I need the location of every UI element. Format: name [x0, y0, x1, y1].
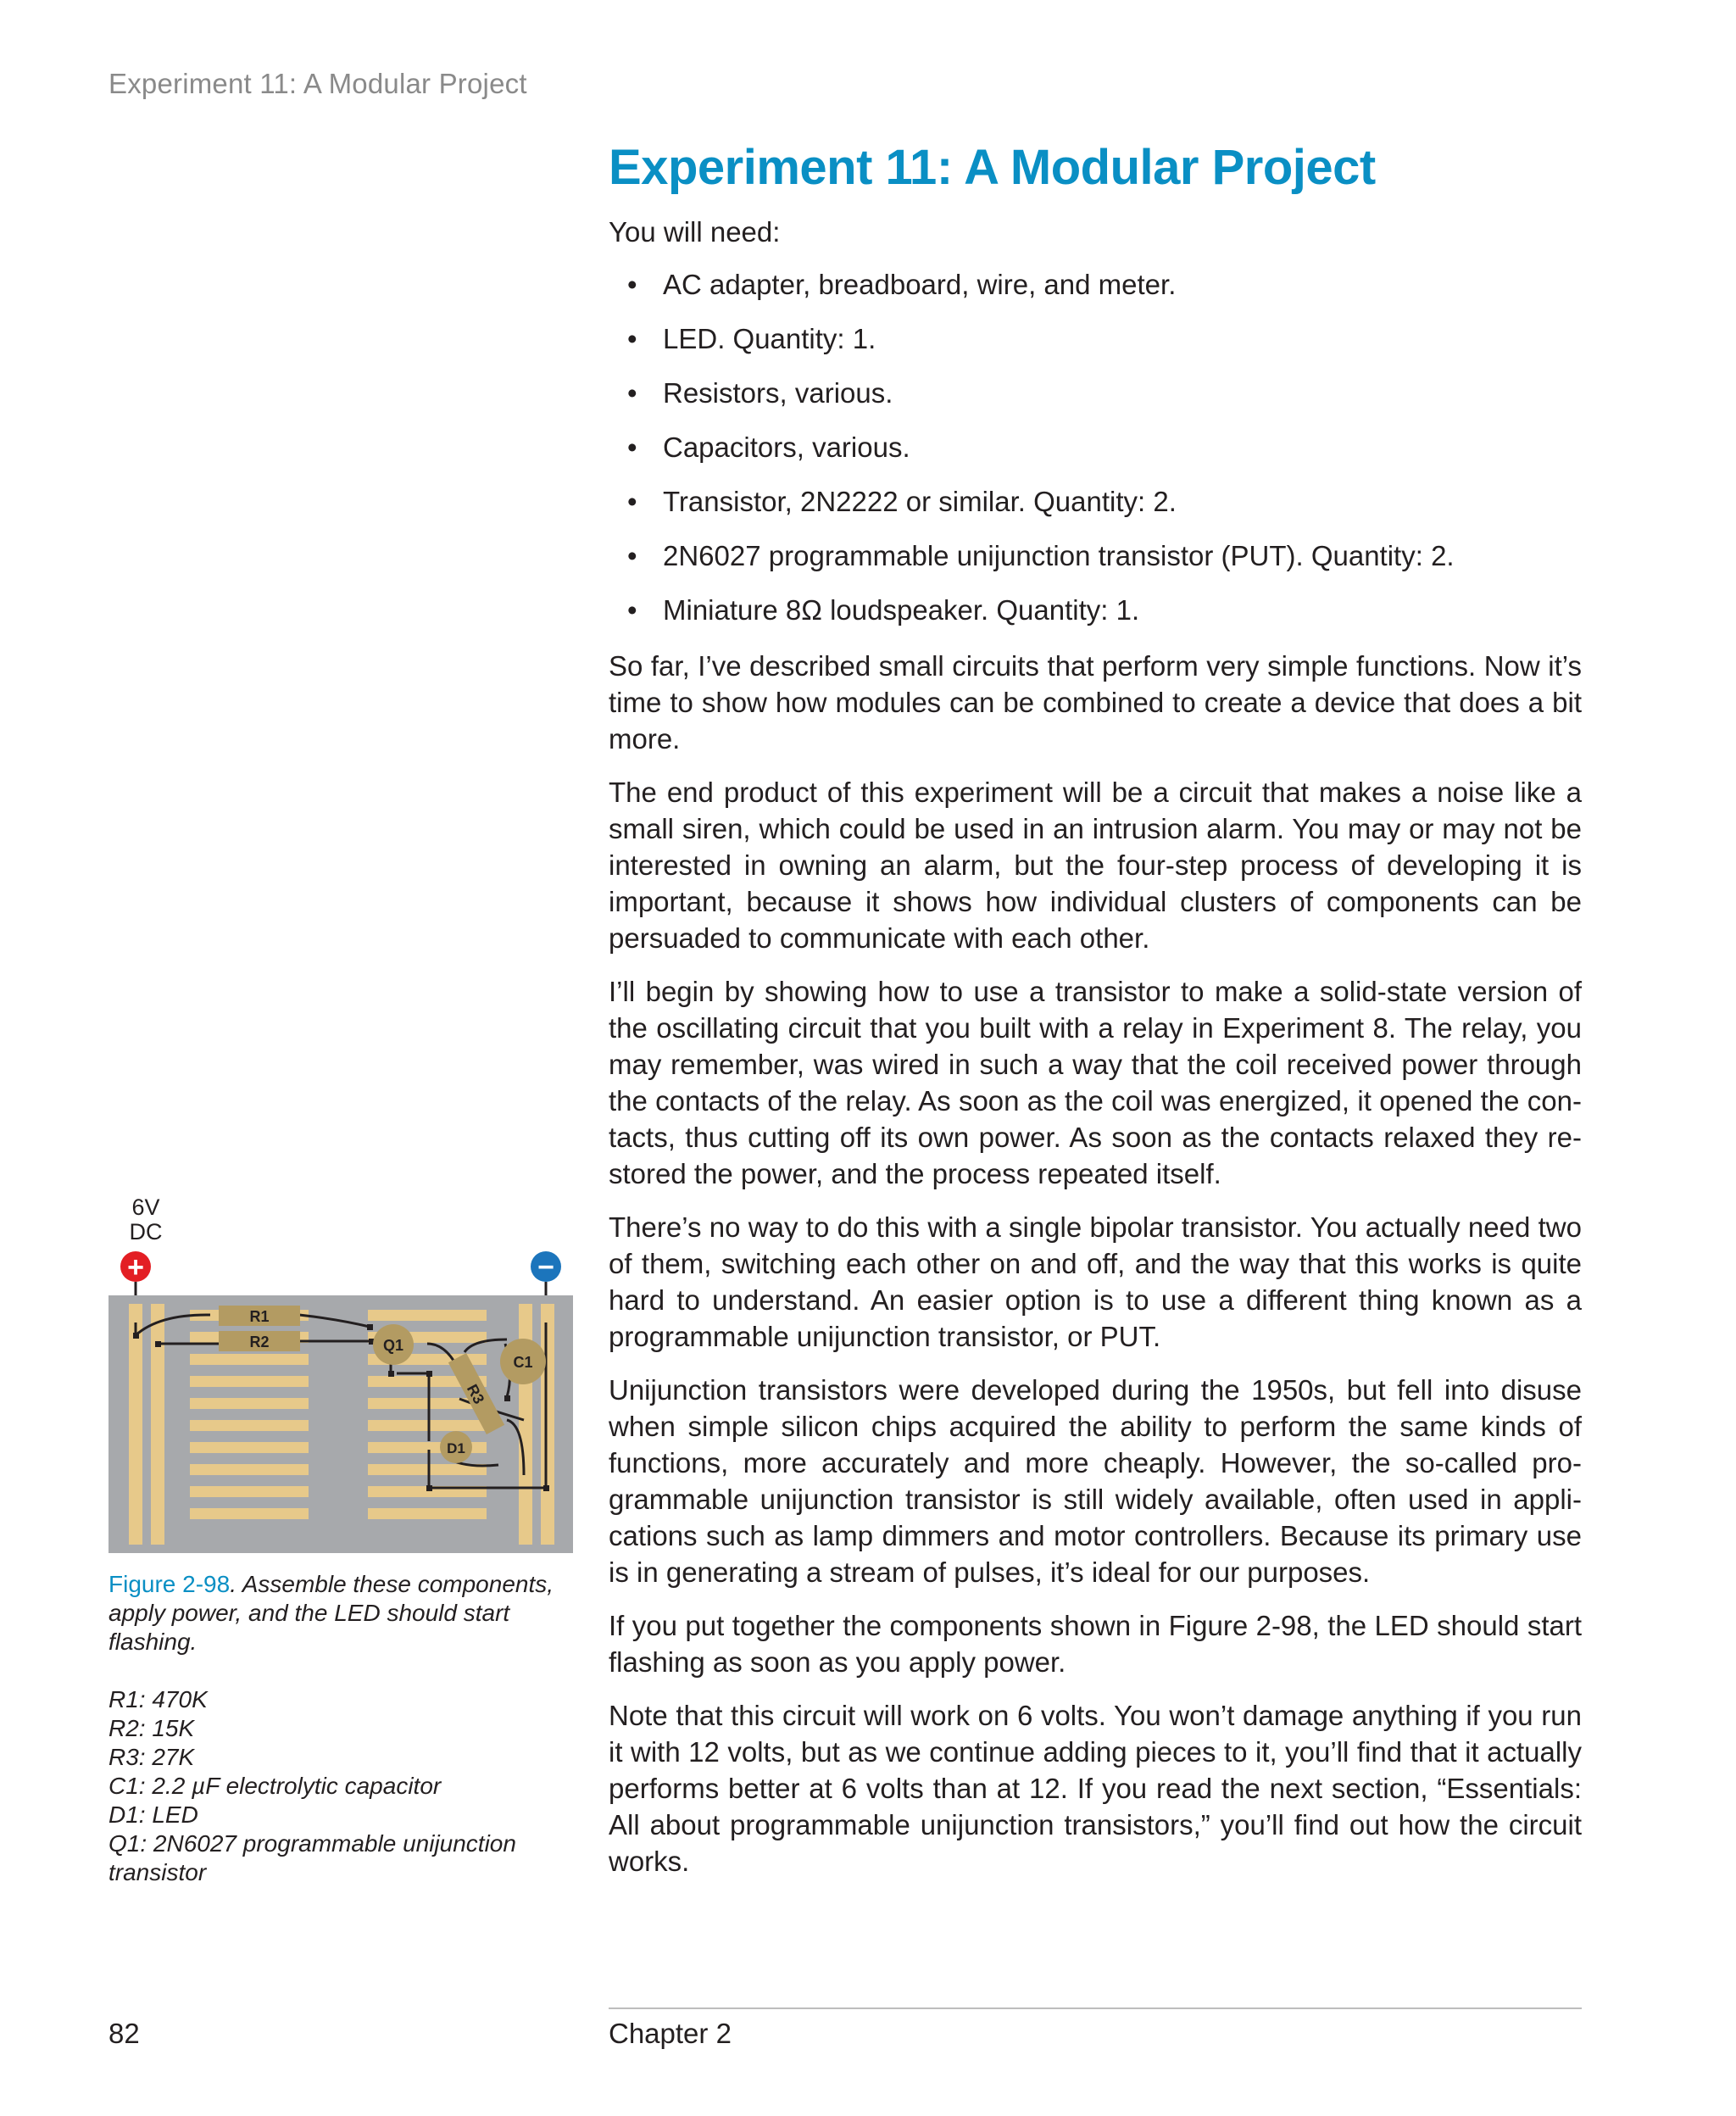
- bullet-icon: •: [627, 486, 637, 517]
- svg-text:R1: R1: [249, 1308, 270, 1325]
- list-item: • Capacitors, various.: [627, 432, 910, 463]
- footer-divider: [609, 2007, 1582, 2009]
- list-item: R3: 27K: [108, 1744, 195, 1770]
- page-number: 82: [108, 2018, 140, 2049]
- svg-text:−: −: [537, 1251, 554, 1284]
- running-header: Experiment 11: A Modular Project: [108, 68, 527, 99]
- breadboard-diagram: [108, 1195, 573, 1560]
- resistor-r1: [219, 1306, 300, 1326]
- minus-terminal-icon: [531, 1251, 561, 1284]
- plus-terminal-icon: [120, 1251, 151, 1284]
- list-item: • Miniature 8Ω loudspeaker. Quantity: 1.: [627, 594, 1140, 626]
- list-item: • LED. Quantity: 1.: [627, 323, 876, 354]
- bullet-icon: •: [627, 323, 637, 354]
- bullet-icon: •: [627, 540, 637, 571]
- body-paragraph: So far, I’ve described small circuits that perform very simple functions. Now it’s time to show how modules can be combined to create a device that does a bit more.: [609, 650, 1582, 755]
- caption-text: . Assemble these components, apply power, and the LED should start flashing.: [108, 1571, 554, 1655]
- bullet-icon: •: [627, 269, 637, 300]
- svg-text:+: +: [127, 1251, 144, 1284]
- transistor-q1: [373, 1324, 414, 1365]
- body-paragraph: The end product of this experiment will be a circuit that makes a noise like a small siren, which could be used in an intrusion alarm. You may or may not be interested in owning an alarm, but the four-step process of developing it is important, because it shows how individual clusters of components can be persuaded to communicate with each other.: [609, 777, 1582, 954]
- svg-text:R2: R2: [249, 1334, 270, 1350]
- list-item: • 2N6027 programmable unijunction transistor (PUT). Quantity: 2.: [627, 540, 1455, 571]
- led-d1: [440, 1431, 472, 1463]
- figure-caption: [108, 1570, 583, 1887]
- body-paragraph: There’s no way to do this with a single bipolar transistor. You actually need two of them, switching each other on and off, and the way that this works is quite hard to understand. An easier option is to use a different thing known as a programmable unijunction transistor, or PUT.: [609, 1211, 1582, 1352]
- resistor-r2: [219, 1331, 300, 1351]
- list-item: • Transistor, 2N2222 or similar. Quantity: 2.: [627, 486, 1177, 517]
- list-item: R2: 15K: [108, 1715, 195, 1741]
- list-item: C1: 2.2 µF electrolytic capacitor: [108, 1773, 442, 1799]
- chapter-label: Chapter 2: [609, 2018, 732, 2049]
- main-column: [609, 137, 1582, 1896]
- supply-label: 6V DC: [129, 1194, 163, 1245]
- capacitor-c1: [500, 1339, 546, 1384]
- figure-label: Figure 2-98: [108, 1571, 231, 1597]
- body-paragraph: Note that this circuit will work on 6 volts. You won’t damage anything if you run it with 12 volts, but as we continue adding pieces to it, you’ll find that it actually performs better at 6 volts than at 12. If you read the next section, “Essentials: All about programmable unijunction transistors,” you’ll find out how the circuit works.: [609, 1700, 1582, 1877]
- needs-list: [609, 268, 1582, 627]
- list-item: Q1: 2N6027 programmable unijunction transistor: [108, 1830, 516, 1885]
- svg-text:D1: D1: [447, 1440, 465, 1456]
- body-paragraph: If you put together the components shown in Figure 2-98, the LED should start flashing as soon as you apply power.: [609, 1610, 1582, 1678]
- list-item: R1: 470K: [108, 1686, 208, 1712]
- breadboard-figure: [108, 1195, 573, 1564]
- bullet-icon: •: [627, 594, 637, 626]
- parts-list: [108, 1685, 583, 1887]
- needs-intro: You will need:: [609, 216, 781, 248]
- body-paragraph: Unijunction transistors were developed during the 1950s, but fell into disuse when simple silicon chips acquired the ability to perform the same kinds of functions, more accurately and more cheaply. However, the so-called pro-grammable unijunction transistor is still widely available, often used in appli-cations such as lamp dimmers and motor controllers. Because its primary use is in generating a stream of pulses, it’s ideal for our purposes.: [609, 1374, 1582, 1588]
- svg-text:C1: C1: [513, 1354, 533, 1371]
- page-title: Experiment 11: A Modular Project: [609, 140, 1376, 195]
- svg-text:Q1: Q1: [382, 1337, 404, 1354]
- bullet-icon: •: [627, 432, 637, 463]
- body-paragraph: I’ll begin by showing how to use a transistor to make a solid-state version of the oscillating circuit that you built with a relay in Experiment 8. The relay, you may remember, was wired in such a way that the coil received power through the contacts of the relay. As soon as the coil was energized, it opened the con-tacts, thus cutting off its own power. As soon as the contacts relaxed they re-stored the power, and the process repeated itself.: [609, 976, 1582, 1189]
- list-item: D1: LED: [108, 1801, 198, 1828]
- list-item: • Resistors, various.: [627, 377, 893, 409]
- svg-text:R3: R3: [463, 1381, 488, 1407]
- list-item: • AC adapter, breadboard, wire, and meter.: [627, 269, 1177, 300]
- bullet-icon: •: [627, 377, 637, 409]
